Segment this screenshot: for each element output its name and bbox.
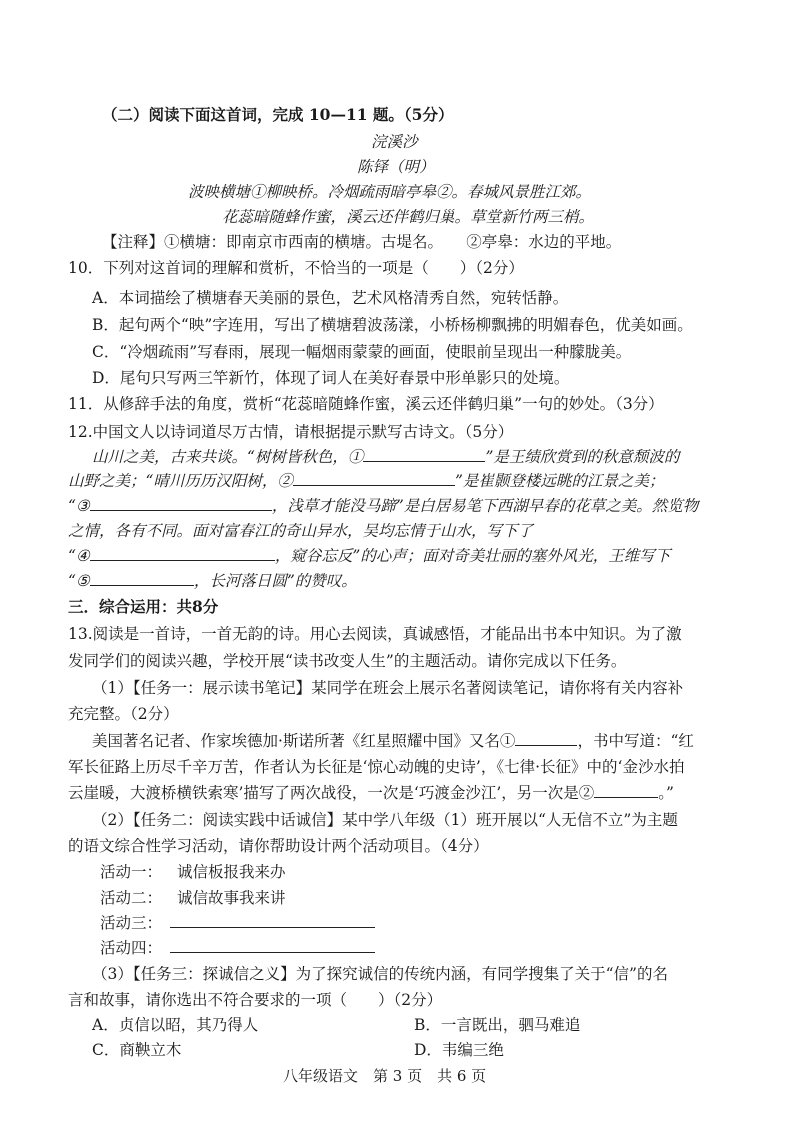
poem-title: 浣溪沙: [371, 133, 418, 151]
section-heading: 三．综合运用：共8分: [68, 597, 219, 616]
option: C．商鞅立木: [92, 1041, 182, 1059]
fill-line: “⑤ ，长河落日圆”的赞叹。: [68, 572, 357, 590]
poem-author: 陈铎（明）: [357, 158, 435, 176]
activity-value: 诚信板报我来办: [177, 863, 286, 881]
option: C．“冷烟疏雨”写春雨，展现一幅烟雨蒙蒙的画面，使眼前呈现出一种朦胧美。: [92, 343, 632, 361]
page-footer: 八年级语文 第 3 页 共 6 页: [283, 1067, 487, 1085]
option: D．尾句只写两三竿新竹，体现了词人在美好春景中形单影只的处境。: [92, 369, 570, 387]
option: D．韦编三绝: [414, 1041, 504, 1059]
fill-line: “③ ，浅草才能没马蹄”是白居易笔下西湖早春的花草之美。然览物: [68, 497, 699, 515]
task-heading: 的语文综合性学习活动，请你帮助设计两个活动项目。（4分）: [68, 837, 489, 855]
poem-line: 波映横塘①柳映桥。冷烟疏雨暗亭皋②。春城风景胜江郊。: [188, 183, 592, 201]
question-stem: 10．下列对这首词的理解和赏析，不恰当的一项是（ ）（2分）: [68, 259, 524, 277]
answer-blank[interactable]: [90, 546, 275, 561]
question-stem: 发同学们的阅读兴趣，学校开展“读书改变人生”的主题活动。请你完成以下任务。: [68, 652, 627, 670]
task-heading: 充完整。（2分）: [68, 705, 179, 723]
question-stem: 13.阅读是一首诗，一首无韵的诗。用心去阅读，真诚感悟，才能品出书本中知识。为了激: [68, 625, 682, 643]
activity-label: 活动一：: [100, 863, 163, 881]
text-line: 军长征路上历尽千辛万苦，作者认为长征是‘惊心动魄的史诗’，《七律·长征》中的‘金沙水拍: [68, 758, 685, 776]
answer-blank[interactable]: [90, 496, 272, 511]
question-stem: 11．从修辞手法的角度，赏析“花蕊暗随蜂作蜜，溪云还伴鹤归巢”一句的妙处。（3分）: [68, 395, 664, 413]
section-heading: （二）阅读下面这首词，完成 10—11 题。（5分）: [102, 105, 454, 124]
answer-blank[interactable]: [363, 447, 485, 462]
task-heading: （1）【任务一：展示读书笔记】某同学在班会上展示名著阅读笔记，请你将有关内容补: [92, 679, 684, 697]
answer-blank[interactable]: [90, 571, 194, 586]
answer-blank[interactable]: [594, 783, 658, 798]
option: A．贞信以昭，其乃得人: [92, 1016, 259, 1034]
fill-line: “④ ，窥谷忘反”的心声；面对奇美壮丽的塞外风光，王维写下: [68, 547, 671, 565]
task-heading: （2）【任务二：阅读实践中话诚信】某中学八年级（1）班开展以“人无信不立”为主题: [92, 811, 678, 829]
activity-label: 活动四：: [100, 938, 375, 958]
fill-line: 美国著名记者、作家埃德加·斯诺所著《红星照耀中国》又名① ，书中写道：“红: [92, 732, 694, 750]
option: B．一言既出，驷马难追: [414, 1016, 581, 1034]
task-heading: 言和故事，请你选出不符合要求的一项（ ）（2分）: [68, 991, 443, 1009]
question-stem: 12.中国文人以诗词道尽万古情，请根据提示默写古诗文。（5分）: [68, 423, 514, 441]
answer-blank[interactable]: [293, 471, 455, 486]
text-line: 之情，各有不同。面对富春江的奇山异水，吴均忘情于山水，写下了: [68, 522, 534, 540]
poem-note: 【注释】①横塘：即南京市西南的横塘。古堤名。 ②亭皋：水边的平地。: [102, 233, 622, 251]
poem-line: 花蕊暗随蜂作蜜，溪云还伴鹤归巢。草堂新竹两三梢。: [222, 208, 595, 226]
answer-blank[interactable]: [170, 913, 375, 928]
activity-value: 诚信故事我来讲: [177, 889, 286, 907]
activity-label: 活动二：: [100, 889, 163, 907]
answer-blank[interactable]: [515, 731, 577, 746]
option: A．本词描绘了横塘春天美丽的景色，艺术风格清秀自然，宛转恬静。: [92, 289, 569, 307]
activity-label: 活动三：: [100, 913, 375, 933]
fill-line: 山川之美，古来共谈。“树树皆秋色，① ”是王绩欣赏到的秋意颓波的: [92, 448, 680, 466]
fill-line: 山野之美；“晴川历历汉阳树，② ”是崔颢登楼远眺的江景之美；: [68, 472, 665, 490]
task-heading: （3）【任务三：探诚信之义】为了探究诚信的传统内涵，有同学搜集了关于“信”的名: [92, 965, 668, 983]
answer-blank[interactable]: [170, 938, 375, 953]
option: B．起句两个“映”字连用，写出了横塘碧波荡漾，小桥杨柳飘拂的明媚春色，优美如画。: [92, 316, 693, 334]
fill-line: 云崖暖，大渡桥横铁索寒’描写了两次战役，一次是‘巧渡金沙江’，另一次是② 。”: [68, 784, 674, 802]
